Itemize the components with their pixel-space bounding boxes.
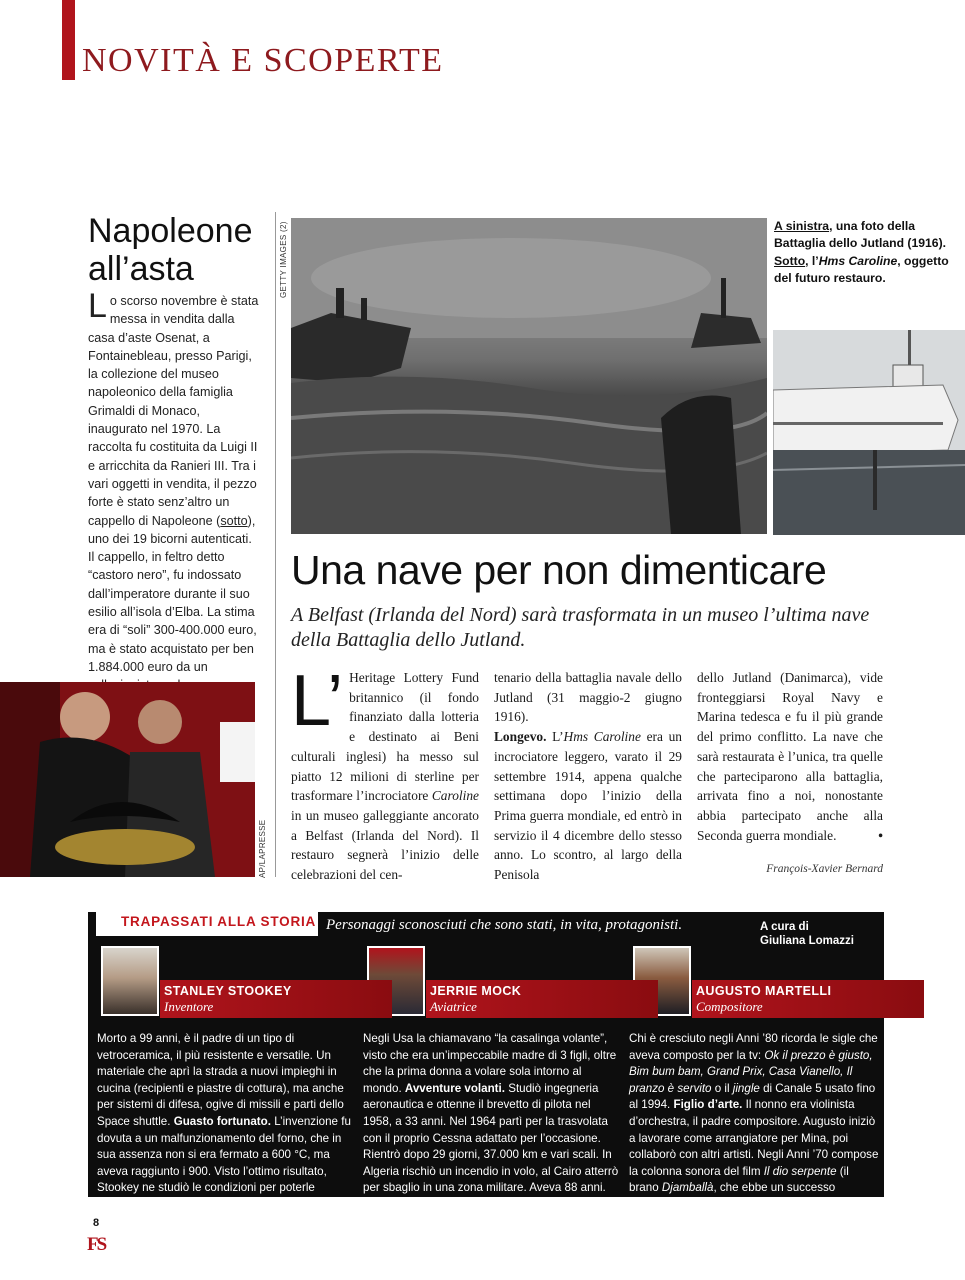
battle-photo-illustration — [291, 218, 767, 534]
article-text: Heritage Lottery Fund britannico (il fondo finanziato dalla lotteria e destinato ai Beni culturali inglesi) ha messo sul piatto 12 milioni di sterline per trasformare l’incrociatore — [291, 670, 479, 804]
article-text: tenario della battaglia navale dello Jutland (31 maggio-2 giugno 1916). — [494, 670, 682, 725]
photo-caption — [774, 218, 959, 287]
section-title: NOVITÀ E SCOPERTE — [82, 42, 444, 79]
bio-text: (il brano — [629, 1164, 849, 1195]
sidebar-body-part: ), uno dei 19 bicorni autenticati. Il cappello, in feltro detto “castoro nero”, fu indossato dall’imperatore durante il suo esilio all’isola d’Elba. La stima era di “soli” 300-400.000 euro, ma è stato acquistato per ben 1.884.000 euro da un — [88, 513, 257, 674]
article-ship-name: Hms Caroline — [563, 729, 641, 745]
battle-of-jutland-photo — [291, 218, 767, 534]
person-role: Compositore — [696, 999, 763, 1014]
caption-text: , l’ — [805, 253, 819, 268]
bio-text: o il — [711, 1081, 733, 1095]
article-ship-name: Caroline — [431, 788, 479, 804]
bio-title: jingle — [732, 1081, 760, 1095]
caption-ship-name: Hms Caroline — [818, 253, 898, 268]
bio-text: , che ebbe un successo internazionale). È morto a 74 anni. — [629, 1181, 836, 1211]
bio-lead: Avventure volanti. — [404, 1081, 505, 1095]
article-column-3 — [697, 668, 883, 845]
article-drop-cap: L’ — [291, 661, 344, 741]
main-article-title: Una nave per non dimenticare — [291, 547, 827, 593]
bio-text: Morto a 99 anni, è il padre di un tipo di vetroceramica, il più resistente e versatile. Un materiale che aprì la strada a nuovi impieghi in cucina (recipienti e piastre di cottura), ma anche per sistemi di difesa, ogive di missili e parti dello Space shuttle. — [97, 1032, 344, 1128]
article-text: dello Jutland (Danimarca), vide fronteggiarsi Royal Navy e Marina tedesca e fu il più grande del primo conflitto. La nave che sarà restaurata è l’unica, tra quelle che parteciparono alla battaglia, arrivata fino a noi, nonostante abbia partecipato anche alla Seconda guerra mondiale. — [697, 670, 883, 843]
bio-text: Negli Usa la chiamavano “la casalinga volante”, visto che era un’impeccabile madre di 3 figli, oltre che la prima donna a volare sola intorno al mondo. — [363, 1032, 617, 1095]
box-credit — [760, 920, 854, 948]
bio-lead: Guasto fortunato. — [173, 1114, 271, 1128]
caption-text: , una foto della Battaglia dello Jutland (1916). — [774, 219, 947, 251]
caption-text: , oggetto del futuro restauro. — [774, 253, 949, 285]
magazine-logo: FS — [87, 1234, 106, 1255]
napoleon-hat-auction-photo — [0, 682, 255, 877]
caption-link-left: A sinistra — [774, 219, 830, 233]
battle-photo-credit: GETTY IMAGES (2) — [279, 221, 288, 298]
caption-link-below: Sotto — [774, 253, 806, 268]
article-author: François-Xavier Bernard — [766, 863, 883, 875]
main-article-subtitle: A Belfast (Irlanda del Nord) sarà trasformata in un museo l’ultima nave della Battaglia dello Jutland. — [291, 604, 870, 651]
auction-photo-illustration — [0, 682, 255, 877]
article-text: L’ — [546, 729, 564, 745]
ship-photo-illustration — [773, 330, 965, 535]
sidebar-body-part: o scorso novembre è stata messa in vendita dalla casa d’aste Osenat, a Fontainebleau, presso Parigi, la collezione del museo napoleonico della famiglia Grimaldi di Monaco, inaugurato nel 1970. La raccolta fu costituita da Luigi II e arricchita da Ranieri III. Tra i vari oggetti in vendita, il pezzo forte è stato senz’altro un cappello di Napoleone ( — [88, 294, 259, 528]
bio-text: di Canale 5 usato fino al 1994. — [629, 1081, 876, 1112]
sidebar-article-body — [88, 287, 260, 695]
bio-text: Studiò ingegneria aeronautica e ottenne il brevetto di pilota nel 1958, a 33 anni. Nel 1964 partì per la trasvolata con il proprio Cessna adattato per l’occasione. Rientrò dopo 29 giorni, 37.000 km e vari scali. In Algeria rischiò un incendio in volo, al Cairo atterrò per sbaglio in una zona militare. Aveva 88 anni. — [363, 1081, 619, 1195]
person-bio — [97, 1031, 355, 1214]
person-role: Inventore — [164, 999, 214, 1014]
person-bio — [363, 1031, 621, 1197]
portrait-stanley-stookey — [101, 946, 159, 1016]
sidebar-body-link: sotto — [220, 513, 248, 528]
bio-title: Djamballà — [661, 1181, 714, 1195]
box-credit-line: A cura di — [760, 921, 809, 933]
sidebar-article-title: Napoleone all’asta — [88, 212, 253, 288]
person-name: STANLEY STOOKEY — [164, 984, 292, 998]
person-bio — [629, 1031, 879, 1214]
article-text: era un incrociatore leggero, varato il 29 settembre 1914, appena qualche settimana dopo l’inizio della Prima guerra mondiale, ed entrò in servizio il 4 dicembre dello stesso anno. Lo scontro, al largo della Penisola — [494, 729, 683, 883]
article-column-2 — [494, 668, 682, 885]
bio-text: Chi è cresciuto negli Anni ’80 ricorda le sigle che aveva composto per la tv: — [629, 1032, 878, 1062]
bio-lead: Figlio d’arte. — [673, 1098, 743, 1112]
article-column-1 — [291, 661, 479, 885]
bio-text: Il nonno era violinista d’orchestra, il padre compositore. Augusto iniziò a lavorare come arrangiatore per Mina, poi collaborò con altri artisti. Negli Anni ’70 compose la colonna sonora del film — [629, 1098, 879, 1178]
person-name: JERRIE MOCK — [430, 984, 522, 998]
page-number: 8 — [93, 1217, 100, 1229]
column-divider — [275, 212, 276, 877]
sidebar-drop-cap: L — [88, 287, 107, 325]
hms-caroline-photo — [773, 330, 965, 535]
article-paragraph-lead: Longevo. — [494, 729, 547, 745]
box-subtitle: Personaggi sconosciuti che sono stati, in vita, protagonisti. — [326, 917, 683, 933]
section-color-tab — [62, 0, 75, 80]
article-end-mark: • — [878, 827, 883, 843]
bio-title: Il dio serpente — [763, 1164, 837, 1178]
box-tag-label: TRAPASSATI ALLA STORIA — [121, 914, 317, 929]
box-credit-name: Giuliana Lomazzi — [760, 935, 854, 947]
bio-text: L’invenzione fu dovuta a un malfunzionamento del forno, che in sua assenza non si era fermato a 600 °C, ma aveva raggiunto i 900. Visto l’ottimo risultato, Stookey ne studiò le condizioni per poterle riprodurre a piacimento. — [97, 1114, 351, 1211]
article-text: in un museo galleggiante ancorato a Belfast (Irlanda del Nord). Il restauro segnerà l’inizio delle celebrazioni del cen- — [291, 807, 479, 883]
person-role: Aviatrice — [430, 999, 477, 1014]
auction-photo-credit: AP/LAPRESSE — [258, 819, 267, 878]
person-name: AUGUSTO MARTELLI — [696, 984, 832, 998]
bio-title: Ok il prezzo è giusto, Bim bum bam, Grand Prix, Casa Vianello, Il pranzo è servito — [629, 1048, 873, 1095]
